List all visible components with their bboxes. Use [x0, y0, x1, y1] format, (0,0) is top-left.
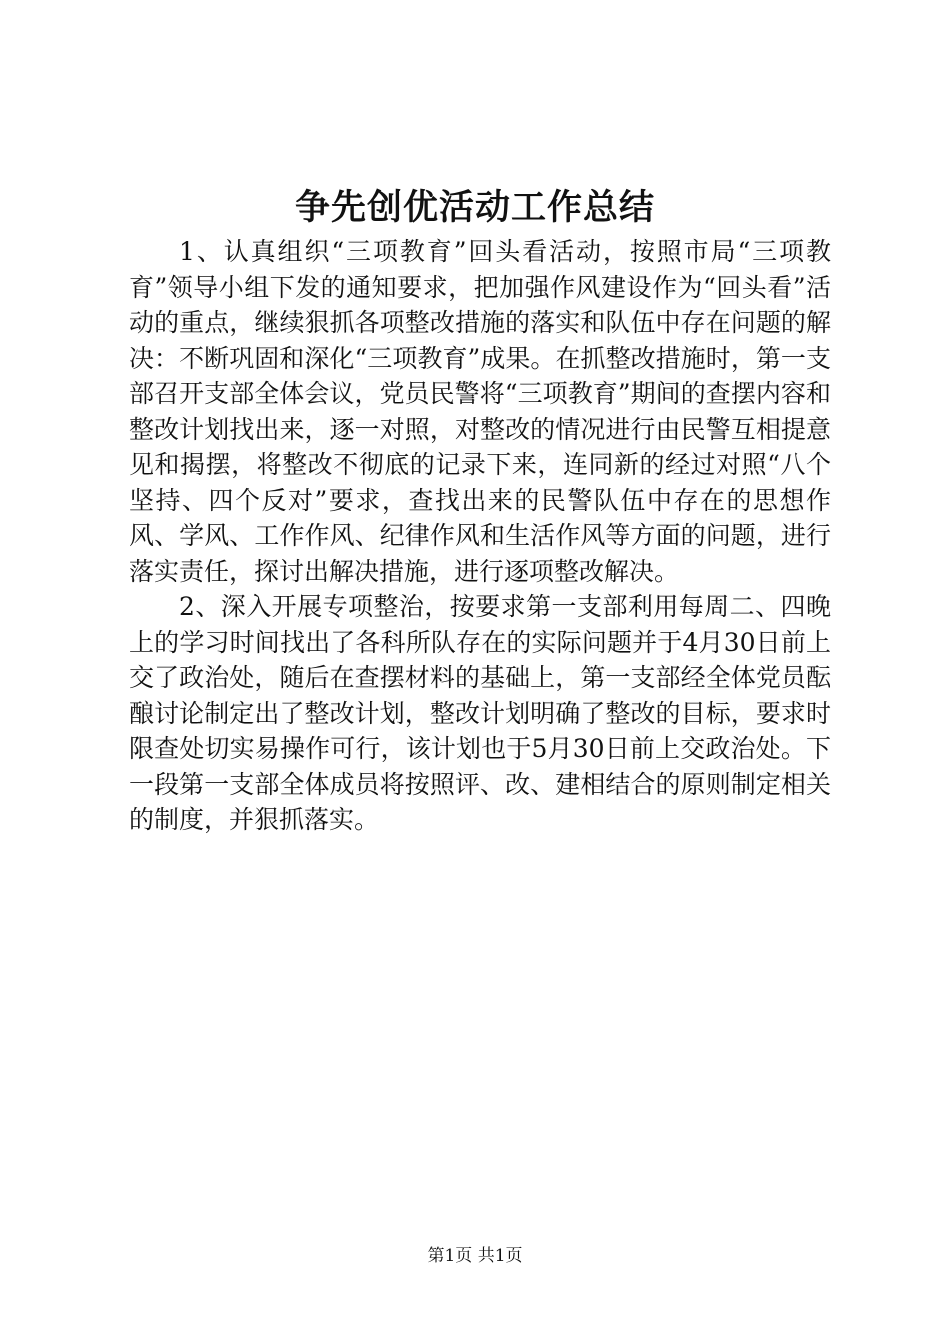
paragraph-2: 2、深入开展专项整治，按要求第一支部利用每周二、四晚上的学习时间找出了各科所队存在的实际问题并于4月30日前上交了政治处，随后在查摆材料的基础上，第一支部经全体党员酝酿讨论制定出了整改计划，整改计划明确了整改的目标，要求时限查处切实易操作可行，该计划也于5月30日前上交政治处。下一段第一支部全体成员将按照评、改、建相结合的原则制定相关的制度，并狠抓落实。	[129, 592, 831, 834]
page-footer: 第1页 共1页	[427, 1246, 523, 1266]
paragraph-1: 1、认真组织“三项教育”回头看活动，按照市局“三项教育”领导小组下发的通知要求，把加强作风建设作为“回头看”活动的重点，继续狠抓各项整改措施的落实和队伍中存在问题的解决：不断巩固和深化“三项教育”成果。在抓整改措施时，第一支部召开支部全体会议，党员民警将“三项教育”期间的查摆内容和整改计划找出来，逐一对照，对整改的情况进行由民警互相提意见和揭摆，将整改不彻底的记录下来，连同新的经过对照“八个坚持、四个反对”要求，查找出来的民警队伍中存在的思想作风、学风、工作作风、纪律作风和生活作风等方面的问题，进行落实责任，探讨出解决措施，进行逐项整改解决。	[129, 237, 832, 586]
document-body	[129, 234, 831, 838]
document-title: 争先创优活动工作总结	[294, 187, 655, 228]
